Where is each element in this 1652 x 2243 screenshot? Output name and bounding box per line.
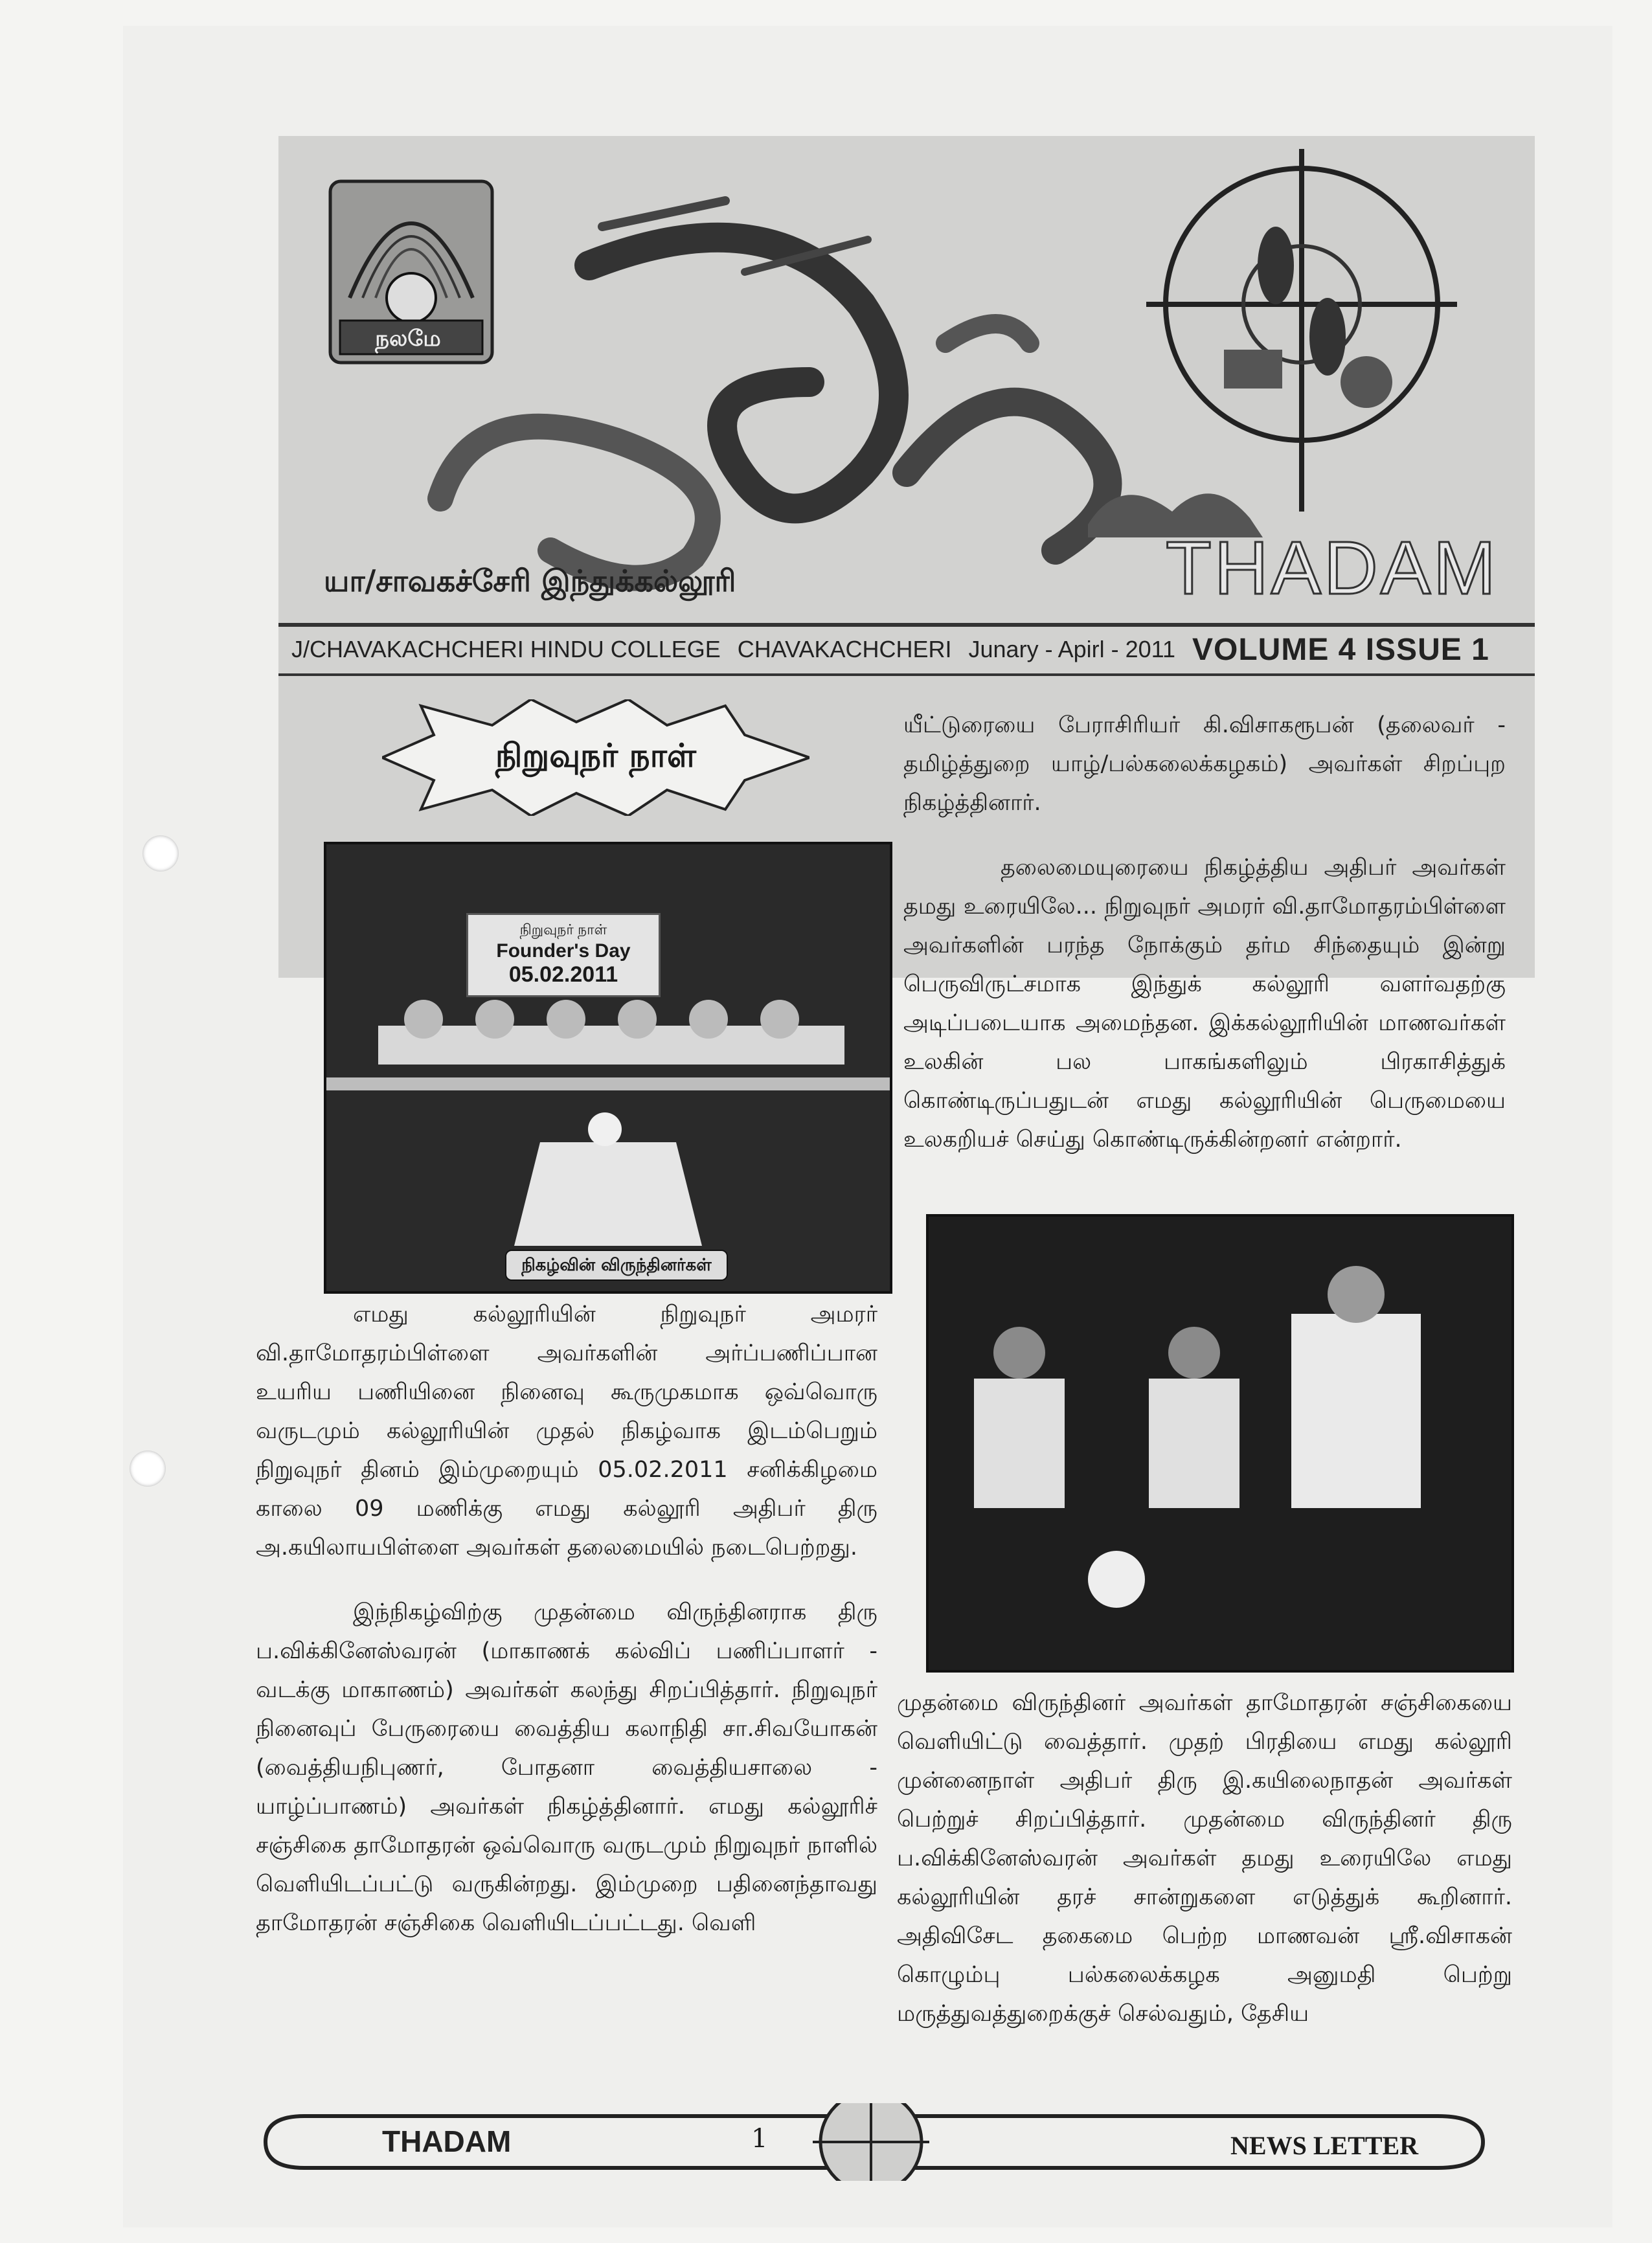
article-paragraph: யீட்டுரையை பேராசிரியர் கி.விசாகரூபன் (தலைவர் - தமிழ்த்துறை யாழ்/பல்கலைக்கழகம்) அவர்கள் சிறப்புற நிகழ்த்தினார்.: [903, 712, 1506, 816]
article-paragraph: எமது கல்லூரியின் நிறுவுநர் அமரர் வி.தாமோதரம்பிள்ளை அவர்களின் அர்ப்பணிப்பான உயரிய பணியினை நினைவு கூருமுகமாக ஒவ்வொரு வருடமும் கல்லூரியின் முதல் நிகழ்வாக இடம்பெறும் நிறுவுநர் தினம் இம்முறையும் 05.02.2011 சனிக்கிழமை காலை 09 மணிக்கு எமது கல்லூரி அதிபர் திரு அ.கயிலாயபிள்ளை அவர்கள் தலைமையில் நடைபெற்றது.: [256, 1302, 877, 1561]
bottom-rule: [278, 673, 1535, 676]
founders-day-photo: [324, 842, 892, 1294]
photo-caption: நிகழ்வின் விருந்தினர்கள்: [505, 1250, 728, 1281]
banner-line: நிறுவுநர் நாள்: [519, 921, 607, 938]
english-title: THADAM: [1166, 526, 1499, 610]
banner-date: 05.02.2011: [508, 962, 618, 987]
info-college: J/CHAVAKACHCHERI HINDU COLLEGE: [291, 636, 721, 662]
binder-hole: [142, 835, 179, 872]
logo-motto: நலமே: [375, 326, 441, 352]
article-right-bottom: [897, 1684, 1512, 2059]
info-place: CHAVAKACHCHERI: [737, 636, 952, 662]
issue-info-bar: [278, 627, 1535, 672]
founders-day-banner: [466, 913, 661, 997]
section-title: நிறுவுநர் நாள்: [495, 736, 696, 774]
footer-newsletter: NEWS LETTER: [1230, 2131, 1419, 2160]
article-paragraph: தலைமையுரையை நிகழ்த்திய அதிபர் அவர்கள் தமது உரையிலே... நிறுவுநர் அமரர் வி.தாமோதரம்பிள்ளை அவர்களின் பரந்த நோக்கும் தர்ம சிந்தையும் இன்று பெருவிருட்சமாக இந்துக் கல்லூரி வளர்வதற்கு அடிப்படையாக அமைந்தன. இக்கல்லூரியின் மாணவர்கள் உலகின் பல பாகங்களிலும் பிரகாசித்துக் கொண்டிருப்பதுடன் எமது கல்லூரியின் பெருமையை உலகறியச் செய்து கொண்டிருக்கின்றனர் என்றார்.: [903, 855, 1506, 1153]
article-paragraph: இந்நிகழ்விற்கு முதன்மை விருந்தினராக திரு ப.விக்கினேஸ்வரன் (மாகாணக் கல்விப் பணிப்பாளர் - வடக்கு மாகாணம்) அவர்கள் கலந்து சிறப்பித்தார். நிறுவுநர் நினைவுப் பேருரையை வைத்திய கலாநிதி சா.சிவயோகன் (வைத்தியநிபுணர், போதனா வைத்தியசாலை - யாழ்ப்பாணம்) அவர்கள் நிகழ்த்தினார். எமது கல்லூரிச் சஞ்சிகை தாமோதரன் ஒவ்வொரு வருடமும் நிறுவுநர் நாளில் வெளியிடப்பட்டு வருகின்றது. இம்முறை பதினைந்தாவது தாமோதரன் சஞ்சிகை வெளியிடப்பட்டது. வெளி: [256, 1599, 877, 1936]
article-left: [256, 1295, 877, 1968]
article-paragraph: முதன்மை விருந்தினர் அவர்கள் தாமோதரன் சஞ்சிகையை வெளியிட்டு வைத்தார். முதற் பிரதியை எமது கல்லூரி முன்னைநாள் அதிபர் திரு இ.கயிலைநாதன் அவர்கள் பெற்றுச் சிறப்பித்தார். முதன்மை விருந்தினர் திரு ப.விக்கினேஸ்வரன் அவர்கள் தமது உரையிலே எமது கல்லூரியின் தரச் சான்றுகளை எடுத்துக் கூறினார். அதிவிசேட தகைமை பெற்ற மாணவன் ஸ்ரீ.விசாகன் கொழும்பு பல்கலைக்கழக அனுமதி பெற்று மருத்துவத்துறைக்குச் செல்வதும், தேசிய: [897, 1690, 1512, 2027]
footer-title: THADAM: [382, 2125, 512, 2158]
banner-english: Founder's Day: [496, 940, 631, 962]
thadam-calligraphy: [440, 201, 1107, 578]
info-period: Junary - Apirl - 2011: [968, 636, 1175, 662]
page-number: 1: [751, 2124, 768, 2154]
college-logo: [330, 181, 492, 363]
info-volume: VOLUME 4 ISSUE 1: [1192, 632, 1489, 667]
presentation-photo: [926, 1214, 1514, 1673]
college-name-tamil: யா/சாவகச்சேரி இந்துக்கல்லூரி: [324, 563, 736, 598]
crosshair-emblem: [1146, 149, 1457, 512]
binder-hole: [130, 1450, 166, 1487]
article-right-top: [903, 706, 1506, 1185]
